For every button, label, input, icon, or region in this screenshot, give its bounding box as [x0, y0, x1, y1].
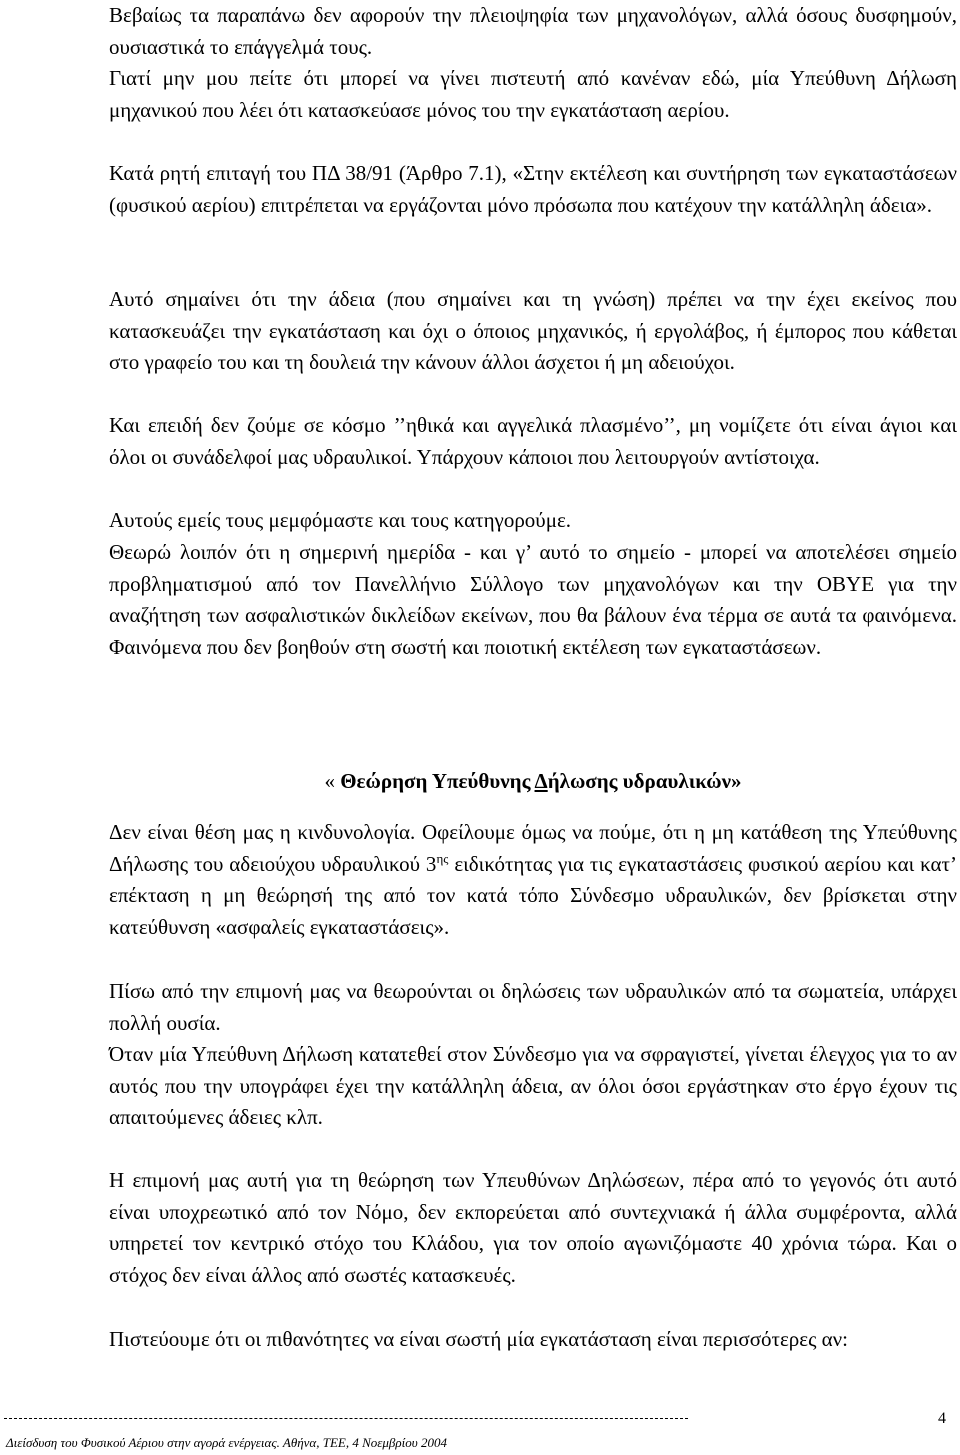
- heading-text-part2: ήλωσης υδραυλικών»: [547, 769, 742, 793]
- heading-text-part1: Θεώρηση Υπεύθυνης: [340, 769, 535, 793]
- heading-text-underlined: Δ: [534, 769, 548, 793]
- document-page: [109, 0, 957, 1387]
- footer-divider: [4, 1418, 688, 1419]
- paragraph-12-text: Πιστεύουμε ότι οι πιθανότητες να είναι σωστή μία εγκατάσταση είναι περισσότερες αν:: [109, 1327, 848, 1351]
- paragraph-1: [109, 0, 957, 63]
- paragraph-1-text: Βεβαίως τα παραπάνω δεν αφορούν την πλειοψηφία των μηχανολόγων, αλλά όσους δυσφημούν, ουσιαστικά το επάγγελμά τους.: [109, 3, 957, 59]
- section-heading: [109, 765, 957, 797]
- paragraph-3-text: Κατά ρητή επιταγή του ΠΔ 38/91 (Άρθρο 7.1), «Στην εκτέλεση και συντήρηση των εγκαταστάσεων (φυσικού αερίου) επιτρέπεται να εργάζονται μόνο πρόσωπα που κατέχουν την κατάλληλη άδεια».: [109, 161, 957, 217]
- paragraph-2: [109, 63, 957, 158]
- paragraph-5: [109, 410, 957, 505]
- paragraph-10: [109, 1039, 957, 1165]
- paragraph-4: [109, 284, 957, 410]
- paragraph-9: [109, 976, 957, 1039]
- paragraph-10-text: Όταν μία Υπεύθυνη Δήλωση κατατεθεί στον Σύνδεσμο για να σφραγιστεί, γίνεται έλεγχος για το αν αυτός που την υπογράφει έχει την κατάλληλη άδεια, αν όλοι όσοι εργάστηκαν στο έργο έχουν τις απαιτούμενες άδειες κλπ.: [109, 1042, 957, 1130]
- paragraph-9-text: Πίσω από την επιμονή μας να θεωρούνται οι δηλώσεις των υδραυλικών από τα σωματεία, υπάρχει πολλή ουσία.: [109, 979, 957, 1035]
- paragraph-7-text: Θεωρώ λοιπόν ότι η σημερινή ημερίδα - και γ’ αυτό το σημείο - μπορεί να αποτελέσει σημείο προβληματισμού από τον Πανελλήνιο Σύλλογο των μηχανολόγων και την ΟΒΥΕ για την αναζήτηση των ασφαλιστικών δικλείδων εκείνων, που θα βάλουν ένα τέρμα σε αυτά τα φαινόμενα. Φαινόμενα που δεν βοηθούν στη σωστή και ποιοτική εκτέλεση των εγκαταστάσεων.: [109, 540, 957, 659]
- paragraph-11-text: Η επιμονή μας αυτή για τη θεώρηση των Υπευθύνων Δηλώσεων, πέρα από το γεγονός ότι αυτό είναι υποχρεωτικό από τον Νόμο, δεν εκπορεύεται από συντεχνιακά ή άλλα συμφέροντα, αλλά υπηρετεί τον κεντρικό στόχο του Κλάδου, για τον οποίο αγωνιζόμαστε 40 χρόνια τώρα. Και ο στόχος δεν είναι άλλος από σωστές κατασκευές.: [109, 1168, 957, 1287]
- paragraph-4-text: Αυτό σημαίνει ότι την άδεια (που σημαίνει και τη γνώση) πρέπει να την έχει εκείνος που κατασκευάζει την εγκατάσταση και όχι ο όποιος μηχανικός, ή εργολάβος, ή έμπορος που κάθεται στο γραφείο του και τη δουλειά την κάνουν άλλοι άσχετοι ή μη αδειούχοι.: [109, 287, 957, 375]
- paragraph-3: [109, 158, 957, 284]
- heading-open-quote: «: [324, 769, 341, 793]
- paragraph-5-text: Και επειδή δεν ζούμε σε κόσμο ’’ηθικά και αγγελικά πλασμένο’’, μη νομίζετε ότι είναι άγιοι και όλοι οι συνάδελφοί μας υδραυλικοί. Υπάρχουν κάποιοι που λειτουργούν αντίστοιχα.: [109, 413, 957, 469]
- paragraph-6-text: Αυτούς εμείς τους μεμφόμαστε και τους κατηγορούμε.: [109, 508, 572, 532]
- paragraph-8: [109, 817, 957, 976]
- paragraph-8-text-after: ειδικότητας για τις εγκαταστάσεις φυσικού αερίου και κατ’ επέκταση η μη θεώρησή της από τον κατά τόπο Σύνδεσμο υδραυλικών, δεν βρίσκεται στην κατεύθυνση «ασφαλείς εγκαταστάσεις».: [109, 851, 957, 939]
- paragraph-6: [109, 505, 957, 537]
- paragraph-8-text-before: Δεν είναι θέση μας η κινδυνολογία. Οφείλουμε όμως να πούμε, ότι η μη κατάθεση της Υπεύθυνης Δήλωσης του αδειούχου υδραυλικού 3: [109, 820, 957, 876]
- paragraph-2-text: Γιατί μην μου πείτε ότι μπορεί να γίνει πιστευτή από κανέναν εδώ, μία Υπεύθυνη Δήλωση μηχανικού που λέει ότι κατασκεύασε μόνος του την εγκατάσταση αερίου.: [109, 66, 957, 122]
- paragraph-7: [109, 537, 957, 727]
- paragraph-12: [109, 1324, 957, 1387]
- footer-caption: Διείσδυση του Φυσικού Αέριου στην αγορά ενέργειας. Αθήνα, ΤΕΕ, 4 Νοεμβρίου 2004: [6, 1435, 447, 1450]
- paragraph-11: [109, 1165, 957, 1324]
- page-number: 4: [938, 1410, 946, 1427]
- superscript-ordinal: ης: [436, 850, 449, 866]
